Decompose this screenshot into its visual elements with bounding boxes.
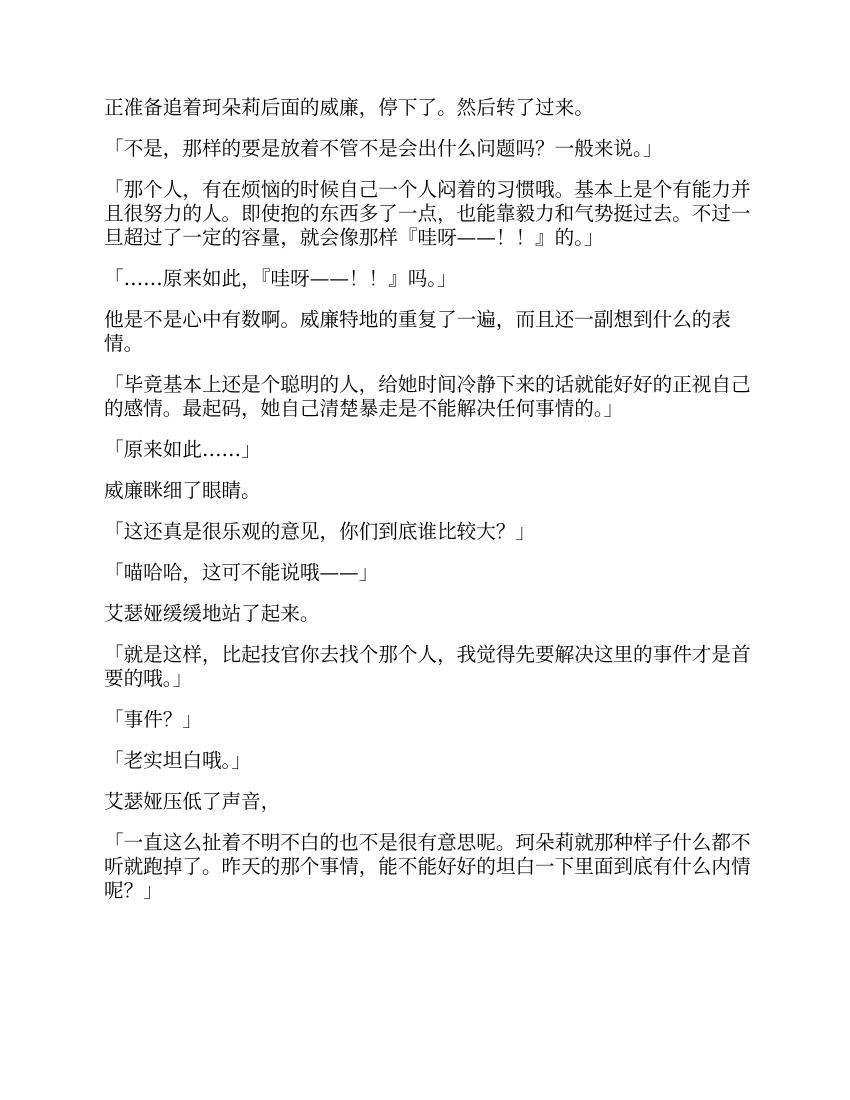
- paragraph: 「那个人，有在烦恼的时候自己一个人闷着的习惯哦。基本上是个有能力并且很努力的人。即使抱的东西多了一点，也能靠毅力和气势挺过去。不过一旦超过了一定的容量，就会像那样『哇呀——！！』的。」: [104, 178, 751, 249]
- paragraph: 「就是这样，比起技官你去找个那个人，我觉得先要解决这里的事件才是首要的哦。」: [104, 643, 751, 690]
- paragraph: 艾瑟娅压低了声音，: [104, 790, 281, 813]
- paragraph: 「毕竟基本上还是个聪明的人，给她时间冷静下来的话就能好好的正视自己的感情。最起码，她自己清楚暴走是不能解决任何事情的。」: [104, 373, 751, 420]
- paragraph: 「不是，那样的要是放着不管不是会出什么问题吗？一般来说。」: [104, 137, 663, 160]
- paragraph: 「事件？」: [104, 708, 202, 731]
- paragraph: 他是不是心中有数啊。威廉特地的重复了一遍，而且还一副想到什么的表情。: [104, 308, 731, 355]
- paragraph: 「喵哈哈，这可不能说哦——」: [104, 561, 379, 584]
- paragraph: 「……原来如此，『哇呀——！！』吗。」: [104, 267, 457, 290]
- paragraph: 「老实坦白哦。」: [104, 749, 251, 772]
- paragraph: 「一直这么扯着不明不白的也不是很有意思呢。珂朵莉就那种样子什么都不听就跑掉了。昨天的那个事情，能不能好好的坦白一下里面到底有什么内情呢？」: [104, 831, 751, 902]
- paragraph: 艾瑟娅缓缓地站了起来。: [104, 602, 320, 625]
- document-page: [104, 96, 756, 920]
- paragraph: 威廉眯细了眼睛。: [104, 479, 261, 502]
- paragraph: 正准备追着珂朵莉后面的威廉，停下了。然后转了过来。: [104, 96, 594, 119]
- paragraph: 「原来如此……」: [104, 438, 261, 461]
- paragraph: 「这还真是很乐观的意见，你们到底谁比较大？」: [104, 520, 536, 543]
